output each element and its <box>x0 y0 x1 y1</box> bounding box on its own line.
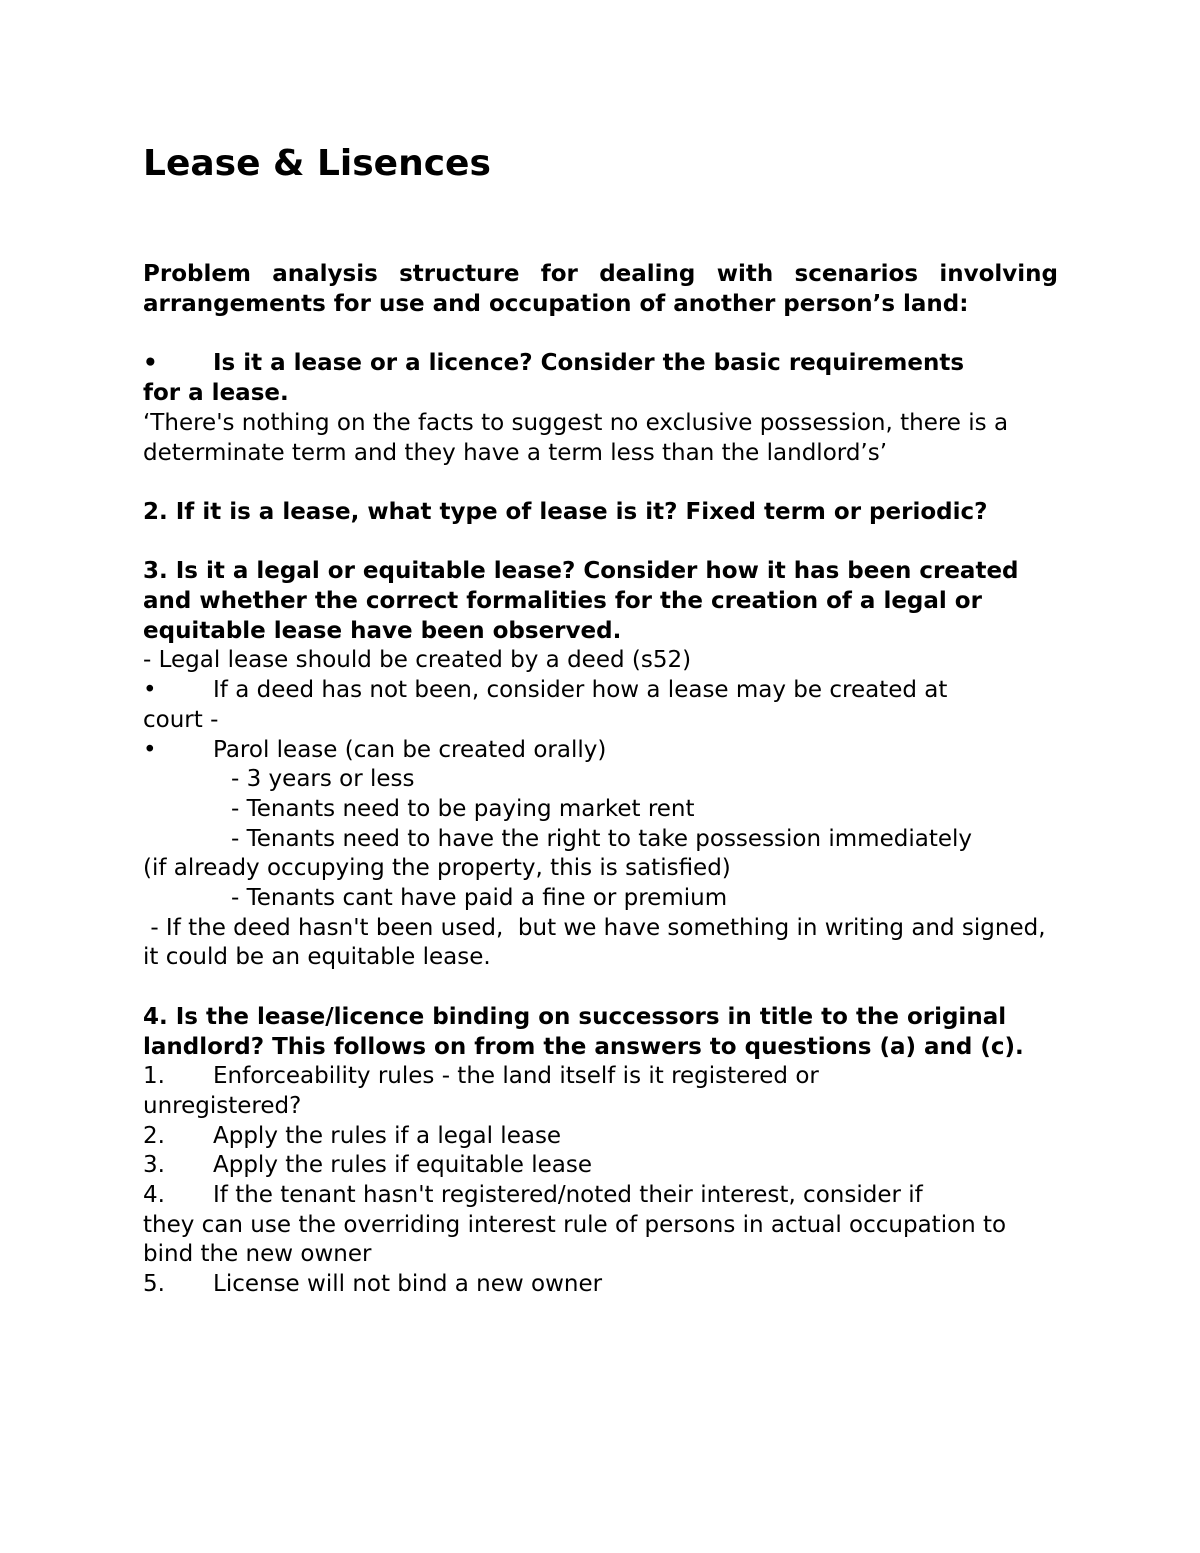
q1-bullet-row <box>143 349 1058 379</box>
q2-heading: 2. If it is a lease, what type of lease is it? Fixed term or periodic? <box>143 498 988 525</box>
list-number: 2. <box>143 1122 165 1149</box>
q4-heading: 4. Is the lease/licence binding on successors in title to the original landlord? This follows on from the answers to questions (a) and (c). <box>143 1003 1024 1060</box>
q1-text: Is it a lease or a licence? Consider the basic requirements <box>213 350 965 377</box>
list-item <box>143 1122 1058 1152</box>
q1-answer: ‘There's nothing on the facts to suggest no exclusive possession, there is a determinate term and they have a term less than the landlord’s’ <box>143 409 1009 466</box>
list-item <box>143 1270 1058 1300</box>
q3-sub-item: - Tenants need to be paying market rent <box>231 795 695 822</box>
list-number: 1. <box>143 1063 165 1090</box>
list-item <box>143 1151 1058 1181</box>
bullet-icon: • <box>143 736 157 763</box>
q1-text-cont: for a lease. <box>143 380 289 407</box>
intro-paragraph: Problem analysis structure for dealing with scenarios involving arrangements for use and occupation of another person’s land: <box>143 261 1058 317</box>
q3-heading: 3. Is it a legal or equitable lease? Consider how it has been created and whether the correct formalities for the creation of a legal or equitable lease have been observed. <box>143 558 1019 644</box>
q3-bullet-row-1 <box>143 676 1058 706</box>
document-page <box>143 140 1058 1300</box>
bullet-icon: • <box>143 350 158 377</box>
list-number: 4. <box>143 1182 165 1209</box>
q3-bullet1-cont: court - <box>143 706 219 733</box>
q3-bullet-row-2 <box>143 736 1058 766</box>
q3-bullet1-text: If a deed has not been, consider how a lease may be created at <box>213 677 948 704</box>
document-title: Lease & Lisences <box>143 143 491 184</box>
q3-sub-item: - 3 years or less <box>231 766 415 793</box>
list-item-text: Apply the rules if equitable lease <box>213 1152 593 1179</box>
q3-bullet2-text: Parol lease (can be created orally) <box>213 736 607 763</box>
q4-list <box>143 1062 1058 1300</box>
list-number: 3. <box>143 1152 165 1179</box>
list-item-text: Enforceability rules - the land itself is it registered or <box>213 1063 819 1090</box>
q3-legal-line: - Legal lease should be created by a deed (s52) <box>143 647 692 674</box>
list-number: 5. <box>143 1271 165 1298</box>
list-item <box>143 1181 1058 1211</box>
list-item-cont: they can use the overriding interest rule of persons in actual occupation to bind the new owner <box>143 1211 1007 1268</box>
q3-equitable-note: - If the deed hasn't been used, but we have something in writing and signed, it could be an equitable lease. <box>143 914 1053 971</box>
list-item-cont: unregistered? <box>143 1092 302 1119</box>
q3-sub-item-cont: (if already occupying the property, this is satisfied) <box>143 855 731 882</box>
bullet-icon: • <box>143 677 157 704</box>
list-item-text: License will not bind a new owner <box>213 1271 603 1298</box>
list-item-text: If the tenant hasn't registered/noted their interest, consider if <box>213 1182 923 1209</box>
list-item-text: Apply the rules if a legal lease <box>213 1122 562 1149</box>
q3-sub-item: - Tenants cant have paid a fine or premium <box>231 885 728 912</box>
list-item <box>143 1062 1058 1092</box>
q3-sub-item: - Tenants need to have the right to take possession immediately <box>231 825 972 852</box>
